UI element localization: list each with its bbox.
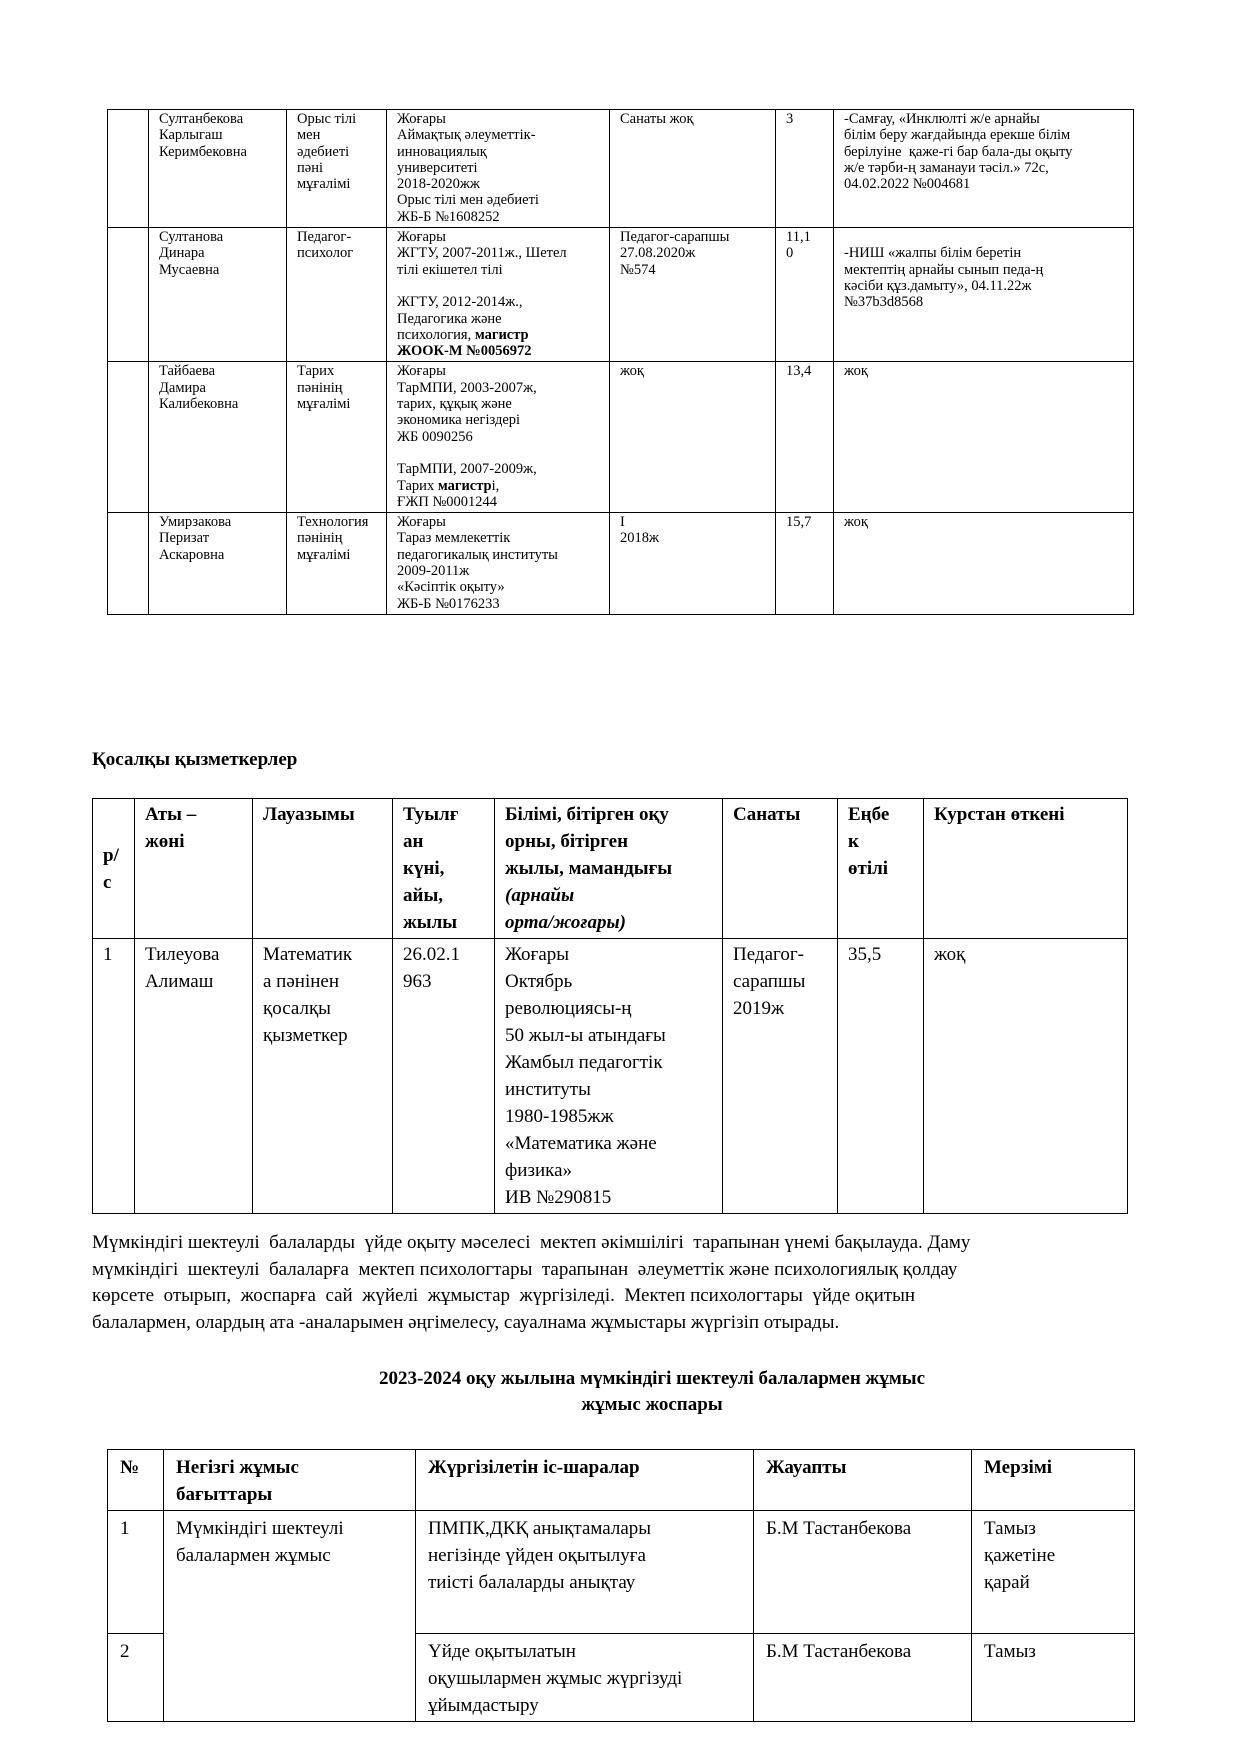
aux-cell-courses	[924, 939, 1128, 1214]
cell-line: ИВ №290815	[505, 1187, 612, 1208]
cell-line: мұғалімі	[297, 176, 351, 193]
aux-header-num	[93, 799, 135, 939]
cell-line: -НИШ «жалпы білім беретін	[844, 245, 1022, 262]
cell-line: психология, магистр	[397, 326, 529, 343]
cell-line: педагогикалық институты	[397, 546, 558, 563]
plan-cell-num: 2	[108, 1634, 164, 1722]
aux-header-row	[93, 799, 1128, 939]
cell-line: Динара	[159, 245, 205, 262]
cell-line: берілуіне қаже-гі бар бала-ды оқыту	[844, 143, 1073, 160]
cell-line: Жоғары	[397, 363, 446, 380]
plan-cell-deadline	[972, 1634, 1135, 1722]
cell-line: қажетіне	[984, 1545, 1056, 1566]
cell-line: №574	[620, 261, 656, 278]
staff-cell-experience	[776, 228, 834, 362]
cell-line: Аймақтық әлеуметтік-	[397, 127, 536, 144]
cell-line: өтілі	[848, 858, 889, 879]
paragraph-line: мүмкіндігі шектеулі балаларға мектеп психологтары тарапынан әлеуметтік және психологиялық қолдау	[92, 1258, 958, 1280]
plan-title-line: жұмыс жоспары	[581, 1394, 723, 1415]
staff-cell-experience	[776, 513, 834, 615]
aux-staff-heading: Қосалқы қызметкерлер	[92, 749, 298, 770]
cell-line: институты	[505, 1079, 591, 1100]
cell-line: Білімі, бітірген оқу	[505, 804, 669, 825]
plan-header-num: №	[108, 1450, 164, 1511]
plan-header-activities: Жүргізілетін іс-шаралар	[416, 1450, 754, 1511]
cell-line: Үйде оқытылатын	[428, 1641, 576, 1662]
aux-header-name	[135, 799, 253, 939]
cell-line: Керимбековна	[159, 143, 247, 160]
cell-line: Математик	[263, 944, 353, 965]
cell-line: пәні	[297, 159, 323, 176]
cell-line: ЖБ-Б №1608252	[397, 208, 500, 225]
plan-header-responsible: Жауапты	[754, 1450, 972, 1511]
aux-cell-position	[253, 939, 393, 1214]
cell-line: балалармен жұмыс	[176, 1545, 331, 1566]
staff-cell-num	[108, 228, 149, 362]
cell-line: ұйымдастыру	[428, 1695, 539, 1716]
cell-line: қызметкер	[263, 1025, 348, 1046]
cell-line: Умирзакова	[159, 514, 232, 531]
aux-cell-education	[495, 939, 723, 1214]
cell-line: Алимаш	[145, 971, 214, 992]
cell-line: Негізгі жұмыс	[176, 1457, 299, 1478]
cell-line: мұғалімі	[297, 396, 351, 413]
cell-line: Педагог-	[733, 944, 804, 965]
cell-line: Санаты	[733, 804, 801, 825]
cell-line: тілі екішетел тілі	[397, 261, 503, 278]
aux-header-category	[723, 799, 838, 939]
plan-row	[108, 1511, 1135, 1634]
cell-line: а пәнінен	[263, 971, 339, 992]
cell-line: Жоғары	[397, 514, 446, 531]
cell-line: инновациялық	[397, 143, 487, 160]
cell-line: (арнайы	[505, 885, 575, 906]
staff-cell-position	[287, 362, 387, 513]
staff-cell-education	[387, 110, 610, 228]
cell-line: 963	[403, 971, 432, 992]
cell-line: Орыс тілі	[297, 111, 357, 127]
plan-cell-activities	[416, 1511, 754, 1634]
staff-cell-category	[610, 513, 776, 615]
cell-line: 15,7	[786, 514, 812, 531]
cell-line: Педагогика және	[397, 310, 502, 327]
cell-line: Перизат	[159, 530, 210, 547]
cell-line: Тилеуова	[145, 944, 220, 965]
plan-cell-responsible: Б.М Тастанбекова	[754, 1634, 972, 1722]
staff-row	[108, 362, 1134, 513]
cell-line: І	[620, 514, 625, 531]
cell-line: Жоғары	[505, 944, 570, 965]
cell-line: жөні	[145, 831, 185, 852]
staff-cell-name	[149, 513, 287, 615]
cell-line: әдебиеті	[297, 143, 350, 160]
plan-header-row	[108, 1450, 1135, 1511]
cell-line: ан	[403, 831, 424, 852]
cell-line: р/	[103, 844, 119, 866]
staff-cell-position	[287, 110, 387, 228]
staff-cell-courses	[834, 513, 1134, 615]
cell-line: ЖБ-Б №0176233	[397, 595, 500, 612]
aux-header-education	[495, 799, 723, 939]
cell-line: 1980-1985жж	[505, 1106, 614, 1127]
cell-line: 0	[786, 245, 794, 262]
cell-line: ҒЖП №0001244	[397, 493, 498, 510]
cell-line: Октябрь	[505, 971, 573, 992]
cell-line: жоқ	[844, 363, 868, 380]
cell-line: орны, бітірген	[505, 831, 629, 852]
cell-line: Туылғ	[403, 804, 459, 825]
cell-line: жылы, мамандығы	[505, 858, 673, 879]
cell-line: күні,	[403, 858, 445, 879]
staff-cell-courses	[834, 362, 1134, 513]
cell-line: Султанова	[159, 229, 224, 246]
cell-line: с	[103, 871, 112, 893]
cell-line: ЖГТУ, 2012-2014ж.,	[397, 294, 523, 311]
cell-line: ТарМПИ, 2003-2007ж,	[397, 379, 537, 396]
staff-cell-name	[149, 228, 287, 362]
cell-line: 2019ж	[733, 998, 785, 1019]
cell-line: 50 жыл-ы атындағы	[505, 1025, 666, 1046]
aux-row	[93, 939, 1128, 1214]
cell-line: Лауазымы	[263, 804, 355, 825]
staff-cell-category	[610, 110, 776, 228]
staff-cell-experience	[776, 110, 834, 228]
plan-cell-activities	[416, 1634, 754, 1722]
cell-line: орта/жоғары)	[505, 912, 626, 933]
cell-line: -Самғау, «Инклюлті ж/е арнайы	[844, 111, 1040, 127]
cell-line: университеті	[397, 159, 478, 176]
cell-line: Аскаровна	[159, 546, 225, 563]
staff-cell-courses	[834, 110, 1134, 228]
cell-line: айы,	[403, 885, 444, 906]
cell-line: қарай	[984, 1572, 1030, 1593]
plan-cell-direction	[164, 1511, 416, 1722]
cell-line: 2009-2011ж	[397, 563, 470, 580]
cell-line: 3	[786, 111, 794, 127]
cell-line: жоқ	[620, 363, 644, 380]
plan-header-direction	[164, 1450, 416, 1511]
staff-cell-education	[387, 228, 610, 362]
plan-title	[92, 1366, 1212, 1418]
aux-staff-table	[92, 798, 1128, 1214]
cell-line: «Кәсіптік оқыту»	[397, 579, 505, 596]
aux-cell-num: 1	[93, 939, 135, 1214]
staff-cell-position	[287, 228, 387, 362]
cell-line: Калибековна	[159, 396, 239, 413]
cell-line: кәсіби құз.дамыту», 04.11.22ж	[844, 277, 1032, 294]
cell-line: Педагог-сарапшы	[620, 229, 730, 246]
plan-title-line: 2023-2024 оқу жылына мүмкіндігі шектеулі балалармен жұмыс	[378, 1368, 926, 1389]
cell-line: ЖБ 0090256	[397, 428, 473, 445]
cell-line: ЖГТУ, 2007-2011ж., Шетел	[397, 245, 567, 262]
cell-line: Аты –	[145, 804, 197, 825]
cell-line: Технология	[297, 514, 369, 531]
aux-header-birth	[393, 799, 495, 939]
cell-line: негізінде үйден оқытылуға	[428, 1545, 646, 1566]
plan-cell-responsible: Б.М Тастанбекова	[754, 1511, 972, 1634]
cell-line: Орыс тілі мен әдебиеті	[397, 192, 539, 209]
cell-line: оқушылармен жұмыс жүргізуді	[428, 1668, 683, 1689]
cell-line: Курстан өткені	[934, 804, 1065, 825]
cell-line: пәнінің	[297, 379, 343, 396]
cell-line: жоқ	[934, 944, 966, 965]
cell-line: 2018ж	[620, 530, 660, 547]
cell-line: Жоғары	[397, 111, 446, 127]
cell-line: жылы	[403, 912, 458, 933]
cell-line: Дамира	[159, 379, 206, 396]
aux-cell-category	[723, 939, 838, 1214]
plan-table	[107, 1449, 1135, 1722]
cell-line: 35,5	[848, 944, 882, 965]
plan-header-deadline: Мерзімі	[972, 1450, 1135, 1511]
aux-header-courses	[924, 799, 1128, 939]
cell-line: 11,1	[786, 229, 811, 246]
cell-line	[397, 278, 603, 294]
cell-line: ж/е тәрби-ң заманауи тәсіл.» 72с,	[844, 159, 1049, 176]
cell-line: Тамыз	[984, 1641, 1036, 1662]
body-paragraph	[92, 1230, 1167, 1336]
cell-line: №37b3d8568	[844, 294, 924, 311]
staff-cell-name	[149, 110, 287, 228]
cell-line: мұғалімі	[297, 546, 351, 563]
aux-header-experience	[838, 799, 924, 939]
cell-line: революциясы-ң	[505, 998, 632, 1019]
cell-line: 27.08.2020ж	[620, 245, 696, 262]
staff-cell-experience	[776, 362, 834, 513]
cell-line: Санаты жоқ	[620, 111, 694, 127]
cell-line: тарих, құқық және	[397, 396, 512, 413]
plan-cell-deadline	[972, 1511, 1135, 1634]
cell-line: 04.02.2022 №004681	[844, 176, 971, 193]
cell-line: бағыттары	[176, 1484, 273, 1505]
cell-line	[844, 229, 1127, 245]
staff-cell-num	[108, 513, 149, 615]
staff-row	[108, 228, 1134, 362]
staff-row	[108, 513, 1134, 615]
staff-cell-category	[610, 228, 776, 362]
staff-cell-num	[108, 110, 149, 228]
cell-line: сарапшы	[733, 971, 806, 992]
cell-line: Тарих магистрі,	[397, 477, 500, 494]
staff-cell-education	[387, 513, 610, 615]
cell-line: Султанбекова	[159, 111, 244, 127]
cell-line: экономика негіздері	[397, 412, 521, 429]
cell-line: Тамыз	[984, 1518, 1036, 1539]
paragraph-line: балалармен, олардың ата -аналарымен әңгімелесу, сауалнама жұмыстары жүргізіп отырады.	[92, 1311, 840, 1333]
cell-line: Педагог-	[297, 229, 352, 246]
staff-cell-category	[610, 362, 776, 513]
aux-cell-birth	[393, 939, 495, 1214]
staff-cell-name	[149, 362, 287, 513]
cell-line: Жамбыл педагогтік	[505, 1052, 663, 1073]
cell-line: мектептің арнайы сынып педа-ң	[844, 261, 1044, 278]
cell-line: Еңбе	[848, 804, 890, 825]
cell-line: пәнінің	[297, 530, 343, 547]
cell-line: ЖООК-М №0056972	[397, 343, 532, 360]
cell-line: Карлыгаш	[159, 127, 223, 144]
cell-line: Жоғары	[397, 229, 446, 246]
cell-line: психолог	[297, 245, 354, 262]
cell-line	[397, 445, 603, 461]
cell-line: білім беру жағдайында ерекше білім	[844, 127, 1071, 144]
cell-line: Тарих	[297, 363, 335, 380]
cell-line: Тайбаева	[159, 363, 216, 380]
staff-cell-courses	[834, 228, 1134, 362]
cell-line: 26.02.1	[403, 944, 460, 965]
cell-line: физика»	[505, 1160, 573, 1181]
paragraph-line: көрсете отырып, жоспарға сай жүйелі жұмыстар жүргізіледі. Мектеп психологтары үйде оқитын	[92, 1285, 916, 1306]
aux-header-position	[253, 799, 393, 939]
cell-line: тиісті балаларды анықтау	[428, 1572, 636, 1593]
cell-line: Мүмкіндігі шектеулі	[176, 1518, 344, 1539]
cell-line: ПМПК,ДКҚ анықтамалары	[428, 1518, 652, 1539]
cell-line: Тараз мемлекеттік	[397, 530, 511, 547]
cell-line: мен	[297, 127, 321, 144]
cell-line: Мусаевна	[159, 261, 220, 278]
cell-line: к	[848, 831, 859, 852]
aux-cell-name	[135, 939, 253, 1214]
staff-table	[107, 109, 1134, 615]
aux-cell-experience	[838, 939, 924, 1214]
cell-line: «Математика және	[505, 1133, 657, 1154]
cell-line: 2018-2020жж	[397, 176, 480, 193]
paragraph-line: Мүмкіндігі шектеулі балаларды үйде оқыту мәселесі мектеп әкімшілігі тарапынан үнемі бақылауда. Даму	[92, 1232, 971, 1253]
cell-line: 13,4	[786, 363, 812, 380]
cell-line: қосалқы	[263, 998, 331, 1019]
cell-line: ТарМПИ, 2007-2009ж,	[397, 461, 537, 478]
cell-line: жоқ	[844, 514, 868, 531]
staff-cell-position	[287, 513, 387, 615]
staff-row	[108, 110, 1134, 228]
plan-cell-num: 1	[108, 1511, 164, 1634]
staff-cell-education	[387, 362, 610, 513]
staff-cell-num	[108, 362, 149, 513]
